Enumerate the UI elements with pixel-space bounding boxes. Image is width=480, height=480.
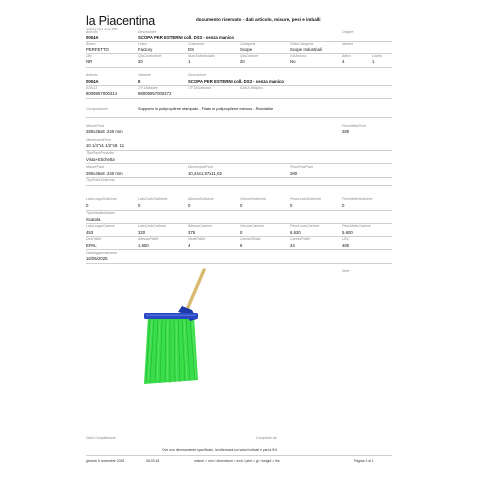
footer-time: 08:03:18 — [146, 459, 160, 463]
value-qta-confezione: 20 — [138, 59, 143, 64]
label-brand: Brand — [86, 42, 96, 46]
label-dimensioni-pack: DimensioniPack — [188, 165, 214, 169]
label-misure-pack: MisurePack — [86, 165, 105, 169]
value-articolo-2: 0004A — [86, 79, 99, 84]
label-peso-netto-sotto: PesoNettoSottoImb — [342, 197, 373, 201]
label-compilato-da: Compilato da — [256, 436, 277, 440]
value-collezione: DS — [188, 47, 194, 52]
label-tipo-pack: TipoPackProdotto — [86, 151, 114, 155]
label-peso-pack: PesoProdPack — [290, 165, 314, 169]
divider — [86, 85, 392, 86]
value-descrizione-2: SCOPA PER ESTERNI coll. DS3 - senza manico — [188, 79, 284, 84]
label-listino: Listino — [372, 54, 383, 58]
value-peso-pack: 280 — [290, 171, 298, 176]
broom-bristles — [144, 316, 198, 384]
label-peso-lordo-sotto: PesoLordoSottoImb — [290, 197, 321, 201]
value-misure-pack: 280x45x8 .240 mm — [86, 171, 123, 176]
value-categoria: Scope — [240, 47, 253, 52]
value-peso-netto-sotto: 0 — [342, 203, 345, 208]
divider — [86, 249, 392, 250]
value-linea: Factory — [138, 47, 153, 52]
divider — [86, 177, 392, 178]
label-articolo-2: Articolo — [86, 73, 98, 77]
value-udc: 480 — [342, 243, 350, 248]
value-peso-lordo-cartone: 6.620 — [290, 230, 301, 235]
divider — [86, 67, 392, 68]
label-um: UM — [86, 54, 92, 58]
value-altezza-sotto: 0 — [188, 203, 191, 208]
label-lato-corto-cartone: LatoCortoCartone — [138, 224, 166, 228]
label-iva: IVAIncluso — [290, 54, 307, 58]
label-altezza-pallet: AltezzaPallet — [138, 237, 159, 241]
divider — [86, 98, 392, 99]
brand-tagline: cleaning tools since 1950 — [86, 28, 118, 31]
label-descrizione: Descrizione — [138, 30, 157, 34]
value-des-pallet: EPAL — [86, 243, 97, 248]
label-market: Market — [342, 42, 353, 46]
broom-bracket — [144, 306, 198, 321]
label-linea: Linea — [138, 42, 147, 46]
label-lato-lungo-sotto: LatoLungoSottoImb — [86, 197, 117, 201]
value-num-sotto-imballo: 1 — [188, 59, 191, 64]
label-tipo-pack-sotto: TipoPackSottoImb — [86, 178, 115, 182]
label-eanx: EANX Milliplus — [240, 86, 263, 90]
value-cartoni-pallet: 24 — [290, 243, 295, 248]
label-data-aggiornamento: DataAggiornamento — [86, 251, 118, 255]
label-variante: Variante — [138, 73, 151, 77]
value-ean13: 8009957000414 — [86, 91, 118, 96]
label-volume-sotto: VolumeSottoImb — [240, 197, 266, 201]
footer-units: misure = mm / dimensioni = inch / pesi = gr / weight = lbs — [194, 459, 280, 463]
label-peso-lordo-cartone: PesoLordoCartone — [290, 224, 320, 228]
product-image — [86, 266, 268, 398]
label-note: Note — [342, 269, 350, 273]
value-um: NR — [86, 59, 93, 64]
label-cartoni-strato: CartoniStrato — [240, 237, 261, 241]
value-lato-corto-sotto: 0 — [138, 203, 141, 208]
label-descrizione-2: Descrizione — [188, 73, 207, 77]
footer-page: Pagina 1 di 1 — [354, 459, 374, 463]
value-descrizione: SCOPA PER ESTERNI coll. DS3 - senza manico — [138, 35, 234, 40]
label-itf14-master: ITF14Master — [138, 86, 158, 90]
label-peso-netto-cartone: PesoNettoCartone — [342, 224, 371, 228]
divider — [86, 263, 392, 264]
label-collezione: Collezione — [188, 42, 205, 46]
value-lato-lungo-sotto: 0 — [86, 203, 89, 208]
label-composizione: Composizione — [86, 107, 109, 111]
label-attivo: Attivo — [342, 54, 351, 58]
label-lato-lungo-cartone: LatoLungoCartone — [86, 224, 115, 228]
value-brand: PERFETTO — [86, 47, 109, 52]
label-articolo: Articolo — [86, 30, 98, 34]
label-altezza-cartone: AltezzaCartone — [188, 224, 212, 228]
label-misure-prod: MisureProd — [86, 124, 104, 128]
brand-logo: la Piacentina — [86, 14, 155, 28]
label-des-pallet: DesPallet — [86, 237, 101, 241]
value-peso-lordo-sotto: 0 — [290, 203, 293, 208]
value-lato-corto-cartone: 320 — [138, 230, 146, 235]
label-itf14-sotto: ITF14SottoImb — [188, 86, 212, 90]
label-lato-corto-sotto: LatoCortoSottoImb — [138, 197, 168, 201]
value-volume-cartone: 0 — [240, 230, 243, 235]
label-dimensioni-prod: DimensioniProd — [86, 138, 111, 142]
label-altezza-sotto: AltezzaSottoImb — [188, 197, 214, 201]
value-strati-pallet: 4 — [188, 243, 191, 248]
document-title: documento riservato - dati articolo, misure, pesi e imballi — [196, 17, 321, 22]
value-misure-prod: 280x45x8 .240 mm — [86, 129, 123, 134]
value-volume-sotto: 0 — [240, 203, 243, 208]
label-data-compilazione: Data Compilazione — [86, 436, 116, 440]
value-peso-netto-cartone: 5.600 — [342, 230, 353, 235]
label-tipo-imballo: TipoImballoMaster — [86, 211, 115, 215]
value-altezza-cartone: 375 — [188, 230, 196, 235]
value-cartoni-strato: 6 — [240, 243, 243, 248]
value-peso-netto-prod: 280 — [342, 129, 350, 134]
label-categoria: Categoria — [240, 42, 256, 46]
value-sottocategoria: Scope Industriali — [290, 47, 322, 52]
divider — [86, 163, 392, 164]
divider — [86, 210, 392, 211]
divider — [86, 150, 392, 151]
tolerance-disclaimer: Ove non diversamente specificato, la tolleranza sui valori indicati è pari a 5% — [162, 448, 278, 452]
value-composizione: Supporto in polipropilene stampato - Filato in polipropilene estruso - Riciclabile — [138, 106, 274, 111]
footer-date: giovedì 6 novembre 2025 — [86, 459, 125, 463]
divider — [86, 455, 392, 456]
value-variante: 0 — [138, 79, 141, 84]
broom-handle — [186, 270, 204, 312]
label-sottocategoria: SottoCategoria — [290, 42, 314, 46]
value-qta-cartone: 20 — [240, 59, 245, 64]
label-qta-cartone: QtaCartone — [240, 54, 259, 58]
label-udc: UDC — [342, 237, 350, 241]
label-origine: Origine — [342, 30, 354, 34]
divider — [86, 117, 392, 118]
label-peso-netto-prod: PesoNettoProd — [342, 124, 366, 128]
value-altezza-pallet: 1.650 — [138, 243, 149, 248]
label-qta-confezione: QtaConfezione — [138, 54, 162, 58]
divider — [86, 185, 392, 186]
broom-illustration — [86, 266, 268, 398]
label-ean13: EAN13 — [86, 86, 98, 90]
value-dimensioni-pack: 10,24x1,97x11,02 — [188, 171, 222, 176]
label-volume-cartone: VolumeCartone — [240, 224, 265, 228]
value-dimensioni-prod: 10 1/4"x1 1/2"x9. 11 — [86, 143, 125, 148]
label-cartoni-pallet: CartoniPallet — [290, 237, 311, 241]
value-lato-lungo-cartone: 453 — [86, 230, 94, 235]
value-iva: No — [290, 59, 296, 64]
value-attivo: 4 — [342, 59, 345, 64]
value-itf14-master: 98009957000472 — [138, 91, 172, 96]
value-listino: 1 — [372, 59, 375, 64]
value-data-aggiornamento: 16/05/2025 — [86, 256, 108, 261]
value-articolo: 0004A — [86, 35, 99, 40]
value-tipo-pack: Vista+Etichetta — [86, 157, 115, 162]
label-strati-pallet: StratiPallet — [188, 237, 205, 241]
value-tipo-imballo: Scatola — [86, 217, 101, 222]
label-num-sotto-imballo: NumSottoImballo — [188, 54, 215, 58]
